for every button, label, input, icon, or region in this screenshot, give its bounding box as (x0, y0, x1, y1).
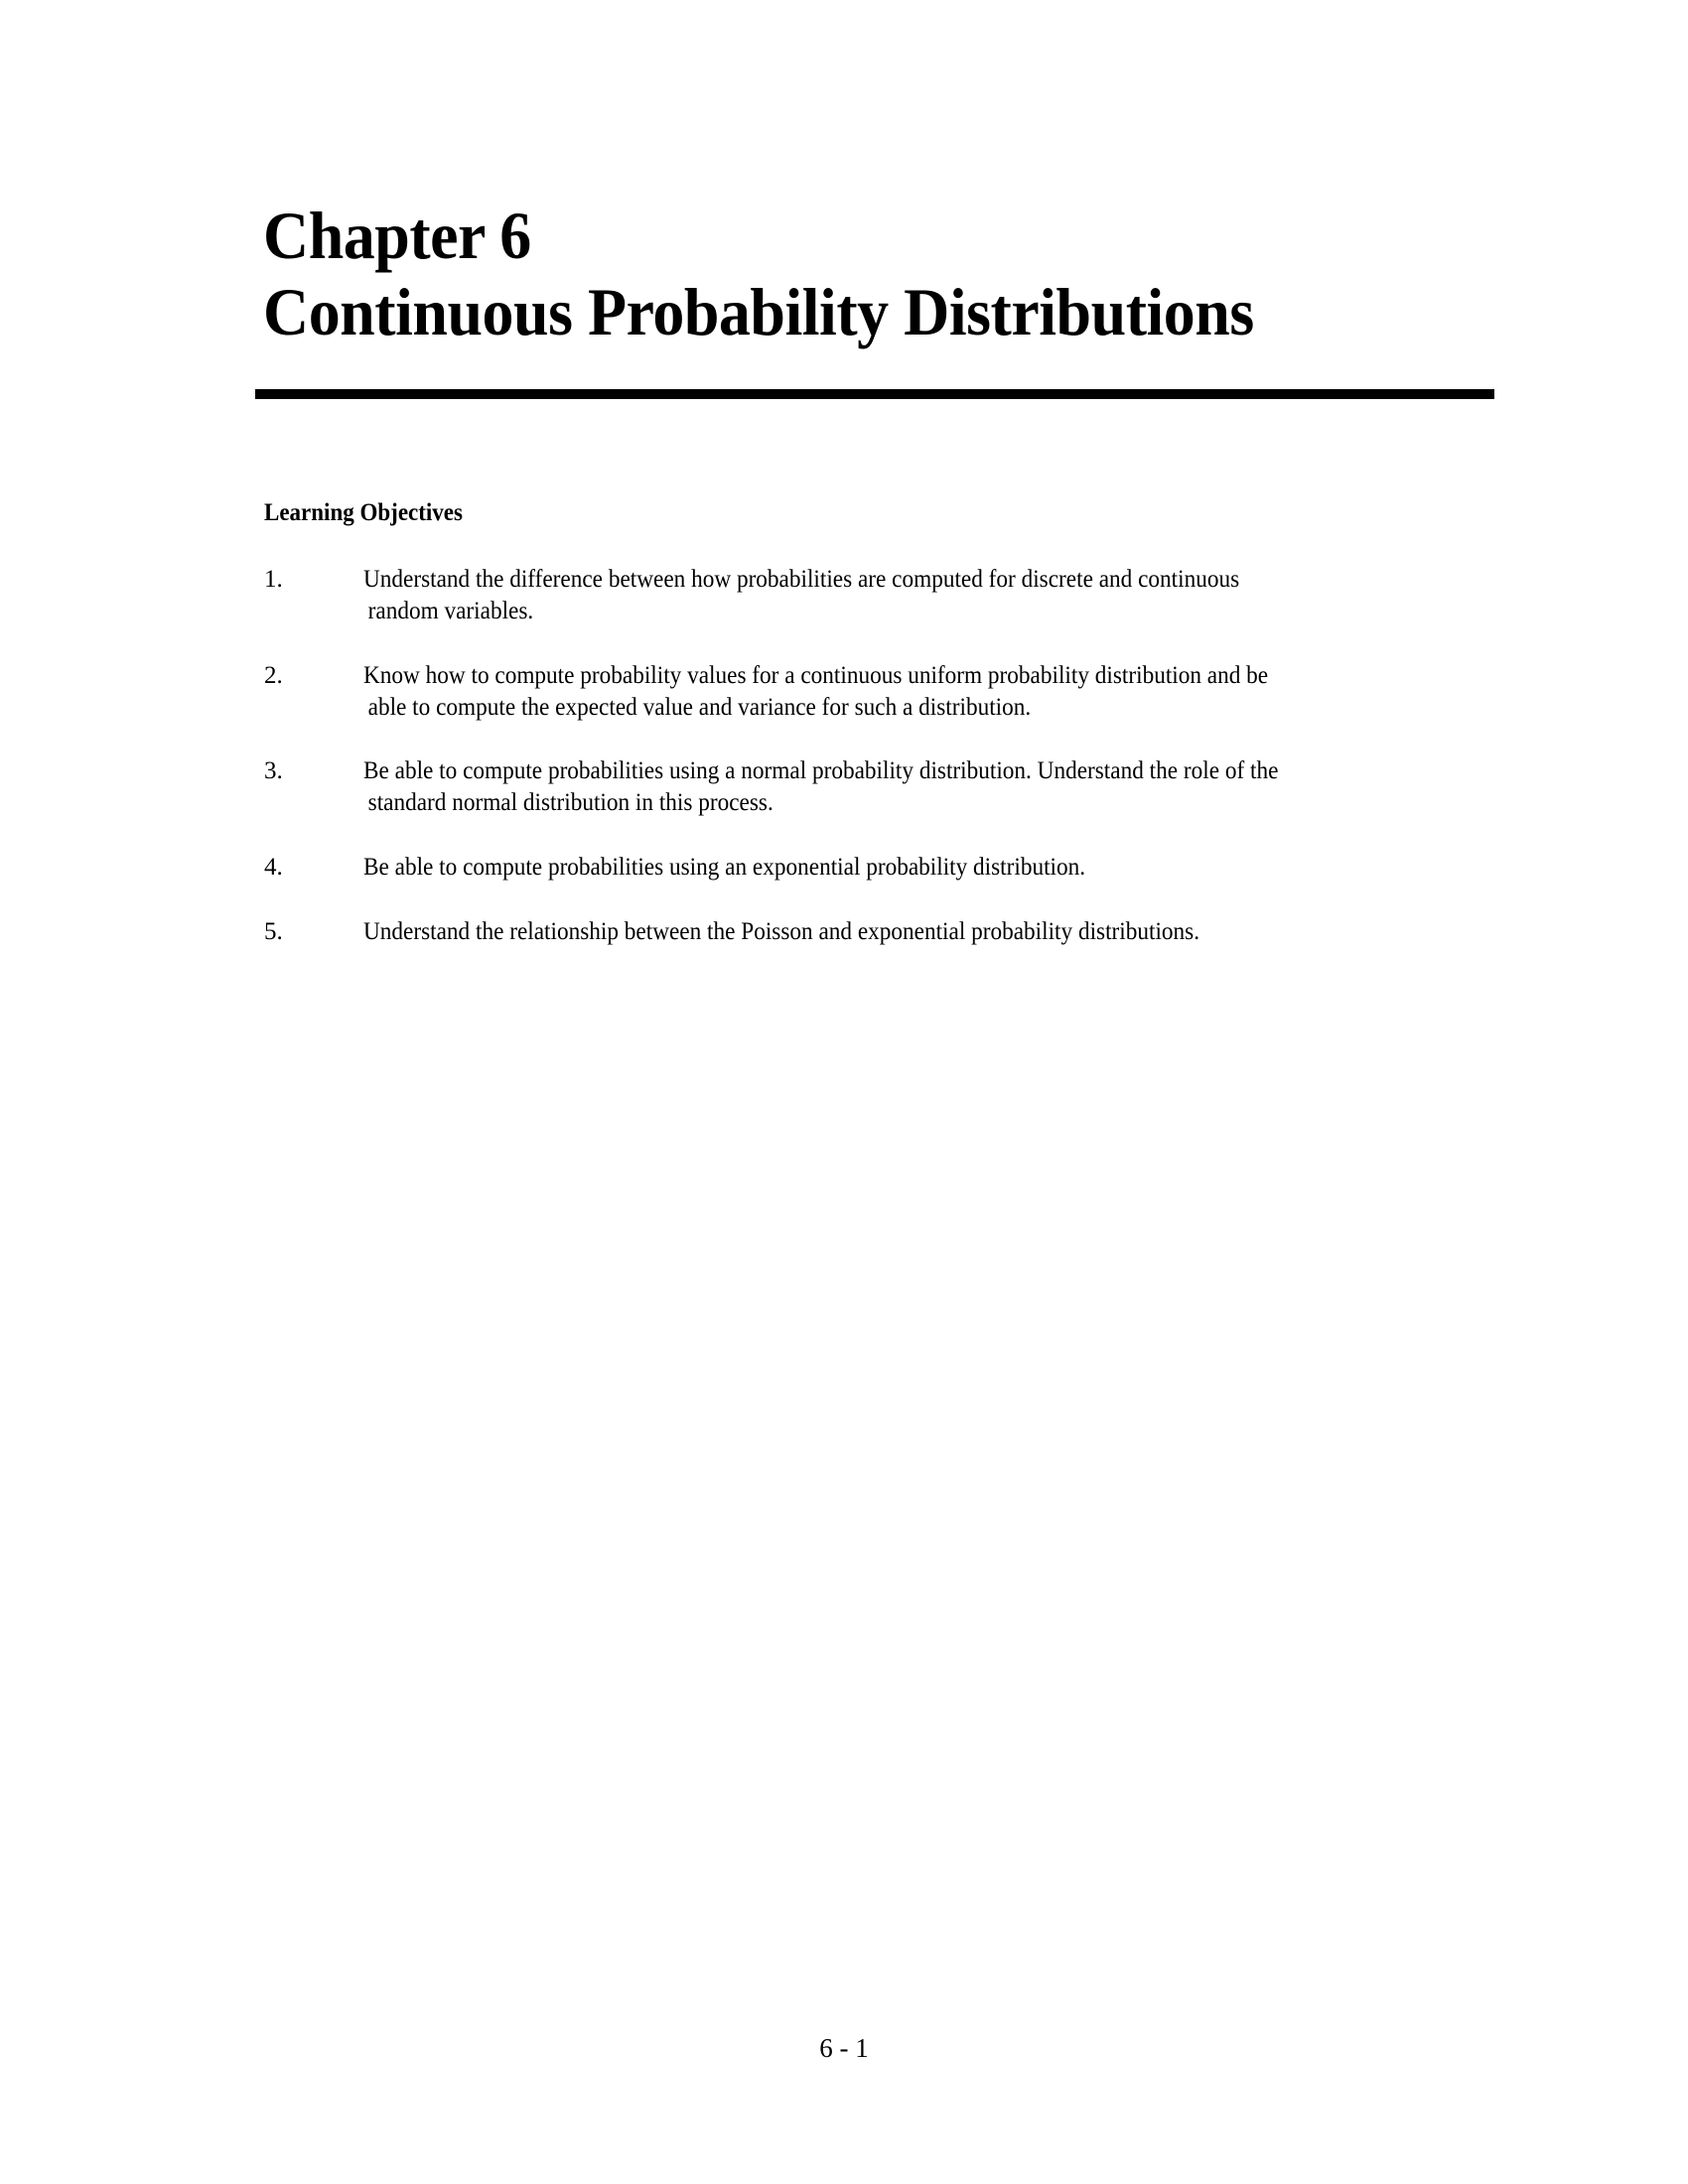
objective-text: Know how to compute probability values for a continuous uniform probability distribution and be (363, 662, 1269, 689)
objective-text-continued: random variables. (367, 598, 534, 624)
objective-text: Be able to compute probabilities using an exponential probability distribution. (363, 854, 1086, 881)
objective-number: 4. (264, 854, 283, 881)
title-rule-divider (255, 389, 1494, 399)
learning-objectives-heading: Learning Objectives (264, 499, 463, 526)
objective-number: 2. (264, 662, 283, 689)
page-number: 6 - 1 (819, 2033, 869, 2063)
objective-text: Be able to compute probabilities using a normal probability distribution. Understand the role of the (363, 757, 1279, 784)
chapter-title: Continuous Probability Distributions (263, 274, 1254, 349)
objective-text: Understand the difference between how probabilities are computed for discrete and continuous (363, 566, 1240, 593)
objective-text-continued: able to compute the expected value and variance for such a distribution. (367, 694, 1032, 721)
objective-number: 5. (264, 918, 283, 945)
chapter-number: Chapter 6 (263, 198, 531, 273)
objective-number: 1. (264, 566, 283, 593)
objective-number: 3. (264, 757, 283, 784)
objective-text: Understand the relationship between the Poisson and exponential probability distributions. (363, 918, 1200, 945)
objective-text-continued: standard normal distribution in this process. (367, 789, 774, 816)
